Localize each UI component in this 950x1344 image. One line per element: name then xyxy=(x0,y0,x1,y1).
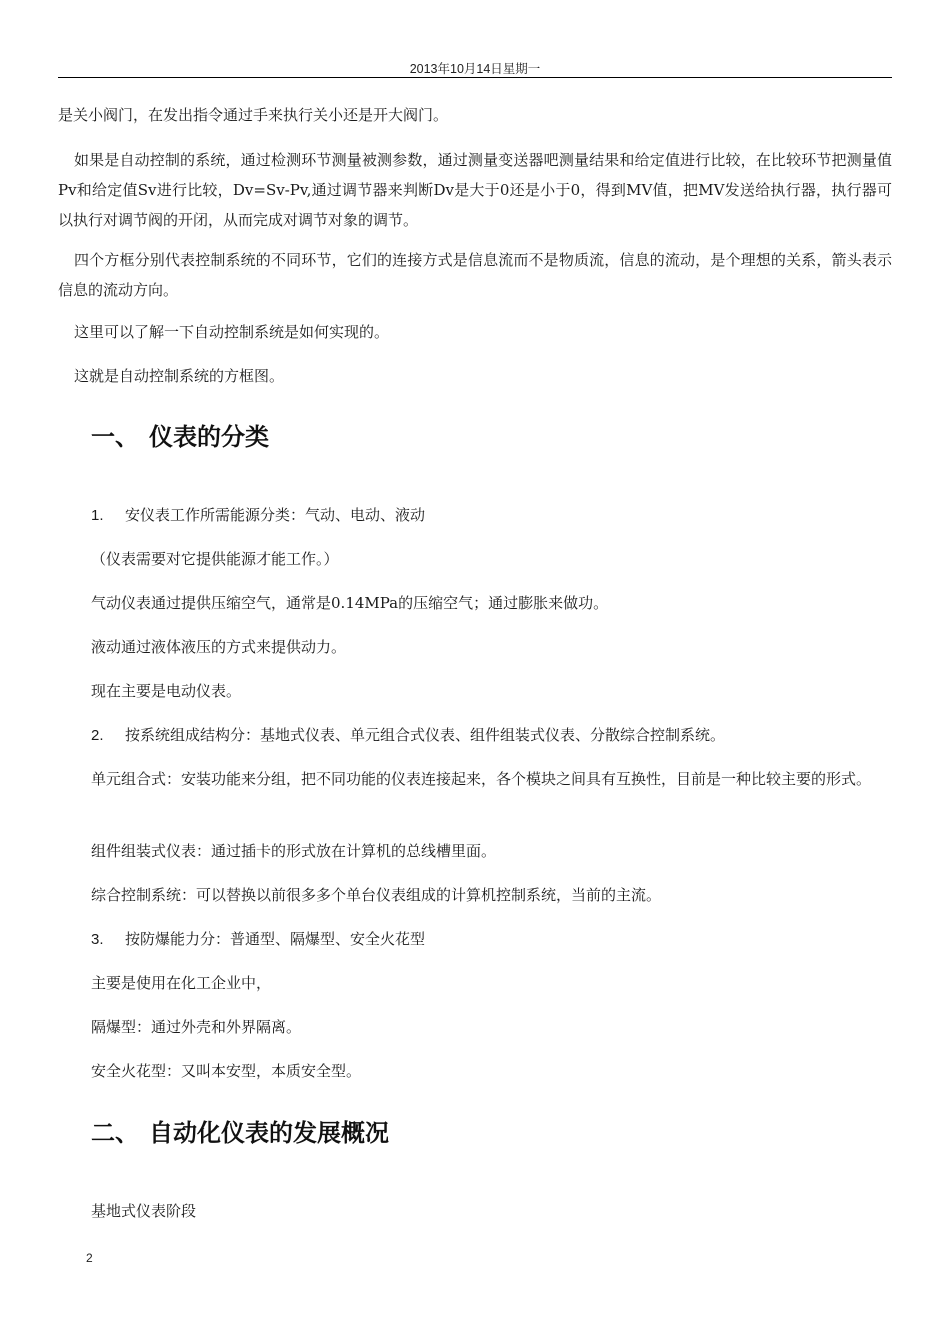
paragraph-3: 四个方框分别代表控制系统的不同环节，它们的连接方式是信息流而不是物质流，信息的流动，是个理想的关系，箭头表示信息的流动方向。 xyxy=(58,251,892,299)
section-2-heading xyxy=(91,1116,389,1150)
list-item-1-text: 安仪表工作所需能源分类：气动、电动、液动 xyxy=(125,506,426,524)
paragraph-2: 如果是自动控制的系统，通过检测环节测量被测参数，通过测量变送器吧测量结果和给定值进行比较，在比较环节把测量值Pv和给定值Sv进行比较，Dv=Sv-Pv,通过调节器来判断Dv是大于0还是小于0，得到MV值，把MV发送给执行器，执行器可以执行对调节阀的开闭，从而完成对调节对象的调节。 xyxy=(58,151,892,229)
item1-line-1: （仪表需要对它提供能源才能工作。） xyxy=(91,550,339,568)
page-number: 2 xyxy=(86,1251,93,1265)
header-divider xyxy=(58,77,892,78)
section-1-heading xyxy=(91,420,269,454)
item3-line-1: 主要是使用在化工企业中， xyxy=(91,974,272,992)
list-item-1-number: 1. xyxy=(91,507,104,524)
list-item-2-text: 按系统组成结构分：基地式仪表、单元组合式仪表、组件组装式仪表、分散综合控制系统。 xyxy=(125,726,726,744)
paragraph-4: 这里可以了解一下自动控制系统是如何实现的。 xyxy=(74,323,390,341)
list-item-2 xyxy=(91,720,892,751)
item3-line-3: 安全火花型：又叫本安型，本质安全型。 xyxy=(91,1062,362,1080)
list-item-3 xyxy=(91,924,892,955)
section-2-number: 二、 xyxy=(91,1119,139,1147)
list-item-1 xyxy=(91,500,892,531)
item2-line-1: 组件组装式仪表：通过插卡的形式放在计算机的总线槽里面。 xyxy=(91,842,497,860)
section-2-line-1: 基地式仪表阶段 xyxy=(91,1202,197,1220)
item3-line-2: 隔爆型：通过外壳和外界隔离。 xyxy=(91,1018,302,1036)
paragraph-5: 这就是自动控制系统的方框图。 xyxy=(74,367,285,385)
section-2-title: 自动化仪表的发展概况 xyxy=(149,1119,389,1147)
section-1-number: 一、 xyxy=(91,423,139,451)
page-header-date: 2013年10月14日星期一 xyxy=(409,62,541,76)
list-item-3-text: 按防爆能力分：普通型、隔爆型、安全火花型 xyxy=(125,930,426,948)
item1-line-2: 气动仪表通过提供压缩空气，通常是0.14MPa的压缩空气；通过膨胀来做功。 xyxy=(91,594,609,612)
item1-line-4: 现在主要是电动仪表。 xyxy=(91,682,242,700)
list-item-2-number: 2. xyxy=(91,727,104,744)
item1-line-3: 液动通过液体液压的方式来提供动力。 xyxy=(91,638,347,656)
paragraph-1: 是关小阀门，在发出指令通过手来执行关小还是开大阀门。 xyxy=(58,106,449,124)
section-1-title: 仪表的分类 xyxy=(149,423,269,451)
list-item-3-number: 3. xyxy=(91,931,104,948)
item2-wrap-paragraph: 单元组合式：安装功能来分组，把不同功能的仪表连接起来，各个模块之间具有互换性，目前是一种比较主要的形式。 xyxy=(91,770,872,788)
item2-line-2: 综合控制系统：可以替换以前很多多个单台仪表组成的计算机控制系统，当前的主流。 xyxy=(91,886,662,904)
